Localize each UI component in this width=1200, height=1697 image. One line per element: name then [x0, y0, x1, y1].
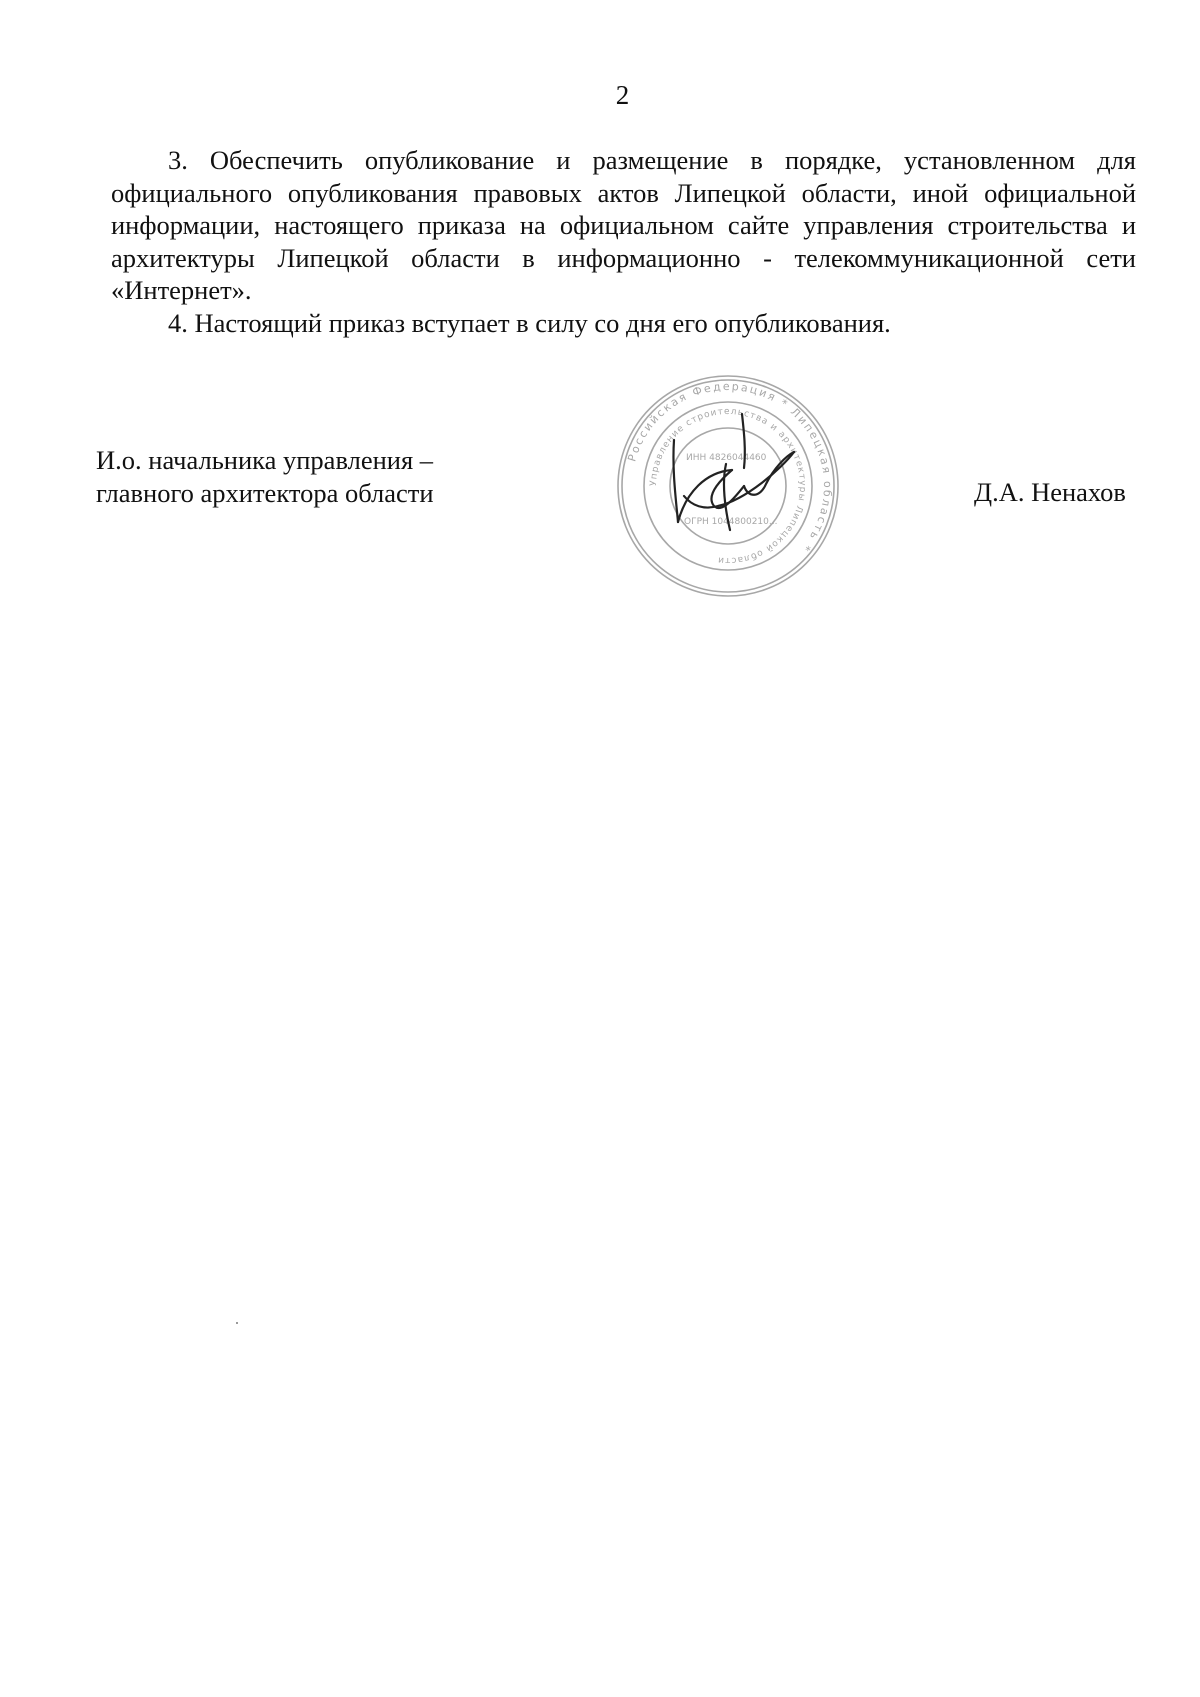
document-body [111, 144, 1136, 339]
svg-text:ОГРН 1044800210...: ОГРН 1044800210... [684, 517, 778, 527]
svg-text:Российская Федерация * Липецка: Российская Федерация * Липецкая область * [625, 379, 835, 556]
signatory-position-line-2: главного архитектора области [96, 477, 434, 508]
official-seal-with-signature [614, 372, 842, 600]
signatory-position [96, 444, 434, 509]
svg-text:Управление строительства и арх: Управление строительства и архитектуры Липецкой области [648, 406, 808, 566]
paragraph-4: 4. Настоящий приказ вступает в силу со дня его опубликования. [168, 307, 891, 338]
svg-text:ИНН 4826044460: ИНН 4826044460 [686, 453, 767, 463]
signatory-name: Д.А. Ненахов [974, 477, 1126, 507]
scan-speck [236, 1322, 238, 1324]
signatory-position-line-1: И.о. начальника управления – [96, 445, 434, 475]
page-number: 2 [615, 80, 630, 110]
paragraph-3: 3. Обеспечить опубликование и размещение в порядке, установленном для официального опубликования правовых актов Липецкой области, иной официальной информации, настоящего приказа на официальном сайте управления строительства и архитектуры Липецкой области в информационно - телекоммуникационной сети «Интернет». [111, 145, 1136, 305]
